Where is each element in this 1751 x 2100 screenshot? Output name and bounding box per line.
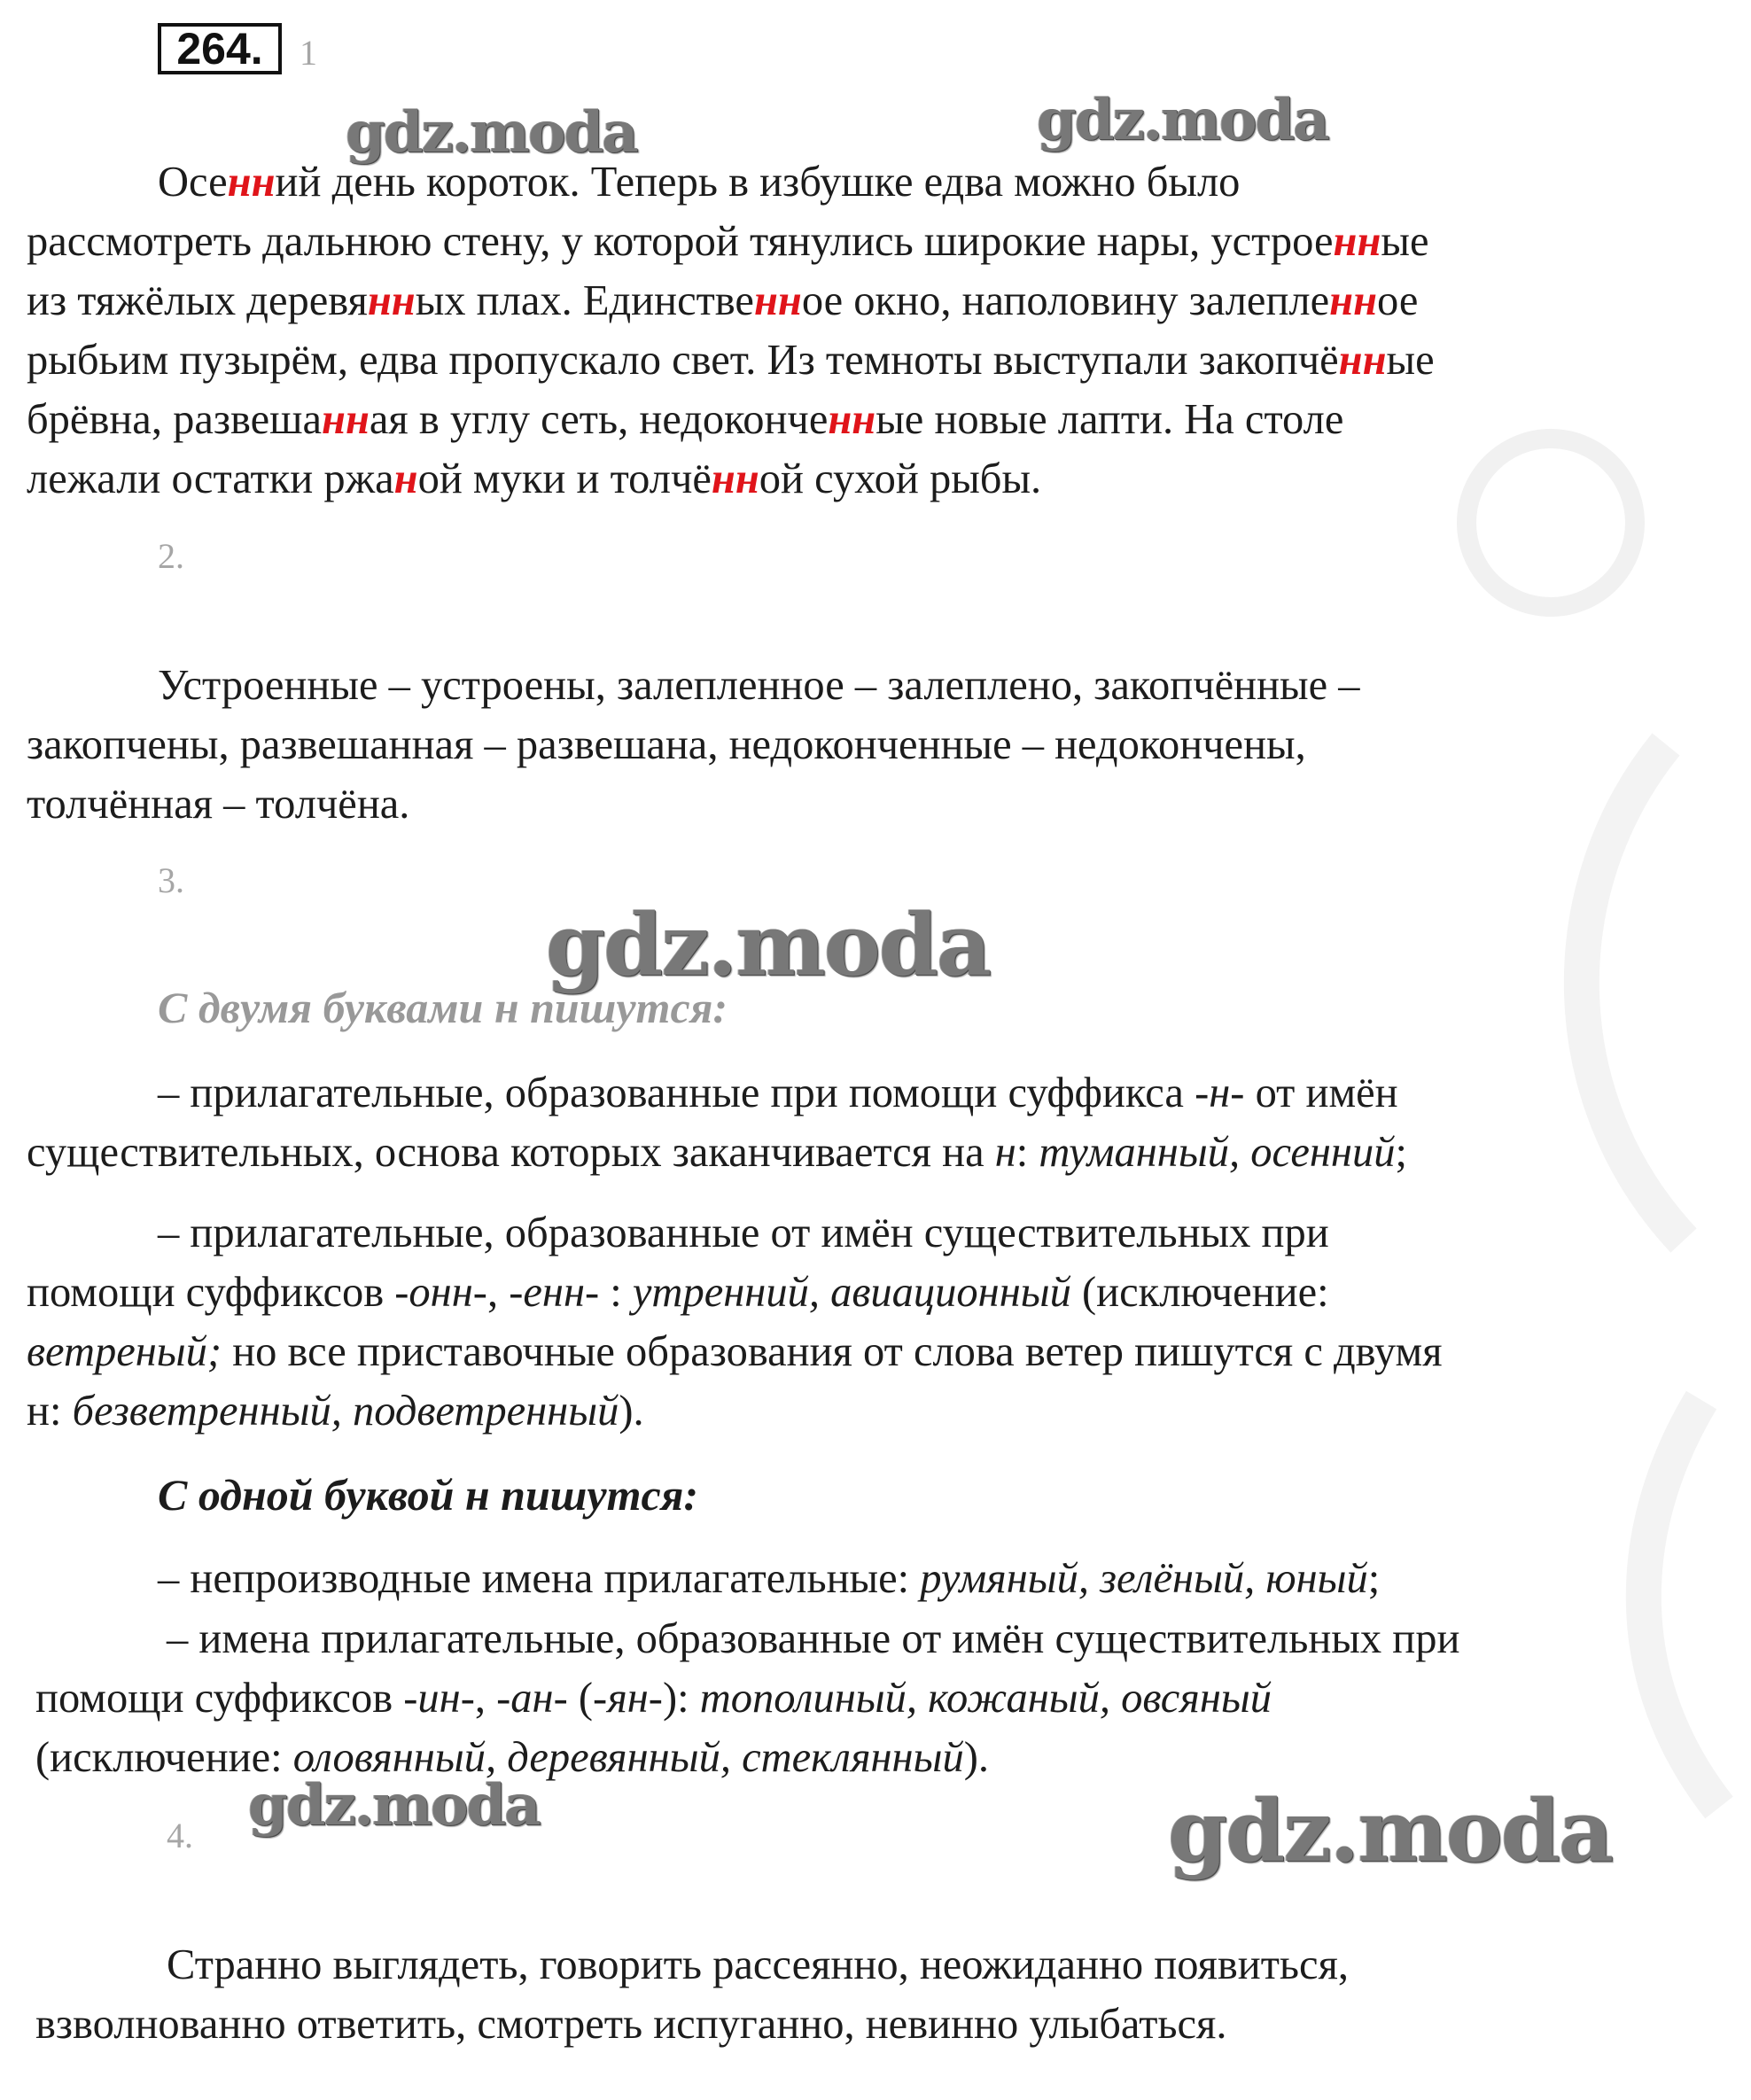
part1-line-3: из тяжёлых деревянных плах. Единственное окно, наполовину залепленное (27, 277, 1419, 324)
part2-paragraph (27, 656, 1737, 834)
rule-1 (27, 1063, 1737, 1182)
rule-4-line-3: (исключение: оловянный, деревянный, стеклянный). (35, 1734, 989, 1781)
rule-1-line-2: существительных, основа которых заканчивается на н: туманный, осенний; (27, 1129, 1407, 1176)
part4-line-1: Странно выглядеть, говорить рассеянно, неожиданно появиться, (167, 1941, 1350, 1988)
watermark-stamp-5: gdz.moda (1168, 1781, 1613, 1881)
part2-line-2: закопчены, развешанная – развешана, недоконченные – недокончены, (27, 721, 1306, 768)
rule-3-line-1: – непроизводные имена прилагательные: румяный, зелёный, юный; (158, 1555, 1381, 1602)
watermark-stamp-2: gdz.moda (1037, 87, 1328, 153)
section-number-3: 3. (158, 860, 184, 900)
exercise-number-box (158, 23, 282, 74)
heading-single-n: С одной буквой н пишутся: (158, 1470, 699, 1520)
part1-line-1: Осенний день короток. Теперь в избушке едва можно было (158, 159, 1241, 206)
watermark-stamp-4: gdz.moda (248, 1772, 540, 1839)
heading-double-n: С двумя буквами н пишутся: (158, 983, 728, 1032)
part1-line-5: брёвна, развешанная в углу сеть, недоконченные новые лапти. На столе (27, 396, 1344, 443)
rule-2-line-4: н: безветренный, подветренный). (27, 1388, 644, 1435)
section-number-4: 4. (167, 1816, 193, 1855)
part2-line-1: Устроенные – устроены, залепленное – залеплено, закопчённые – (158, 662, 1360, 709)
part2-line-3: толчённая – толчёна. (27, 781, 410, 828)
part1-line-4: рыбьим пузырём, едва пропускало свет. Из темноты выступали закопчённые (27, 337, 1435, 384)
part4-line-2: взволнованно ответить, смотреть испуганно, невинно улыбаться. (35, 2001, 1227, 2048)
rule-1-line-1: – прилагательные, образованные при помощи суффикса -н- от имён (158, 1069, 1398, 1116)
rule-2-line-1: – прилагательные, образованные от имён существительных при (158, 1209, 1329, 1256)
rule-4-line-1: – имена прилагательные, образованные от имён существительных при (167, 1615, 1460, 1662)
watermark-stamp-1: gdz.moda (346, 99, 637, 166)
part4-paragraph (35, 1935, 1746, 2054)
section-number-2: 2. (158, 536, 184, 576)
part1-paragraph (27, 152, 1737, 509)
rule-3 (27, 1549, 1737, 1608)
section-number-1: 1 (300, 33, 317, 73)
part1-line-6: лежали остатки ржаной муки и толчённой сухой рыбы. (27, 455, 1042, 502)
part1-line-2: рассмотреть дальнюю стену, у которой тянулись широкие нары, устроенные (27, 218, 1429, 265)
rule-4-line-2: помощи суффиксов -ин-, -ан- (-ян-): тополиный, кожаный, овсяный (35, 1675, 1272, 1722)
watermark-stamp-3: gdz.moda (546, 895, 991, 995)
rule-2 (27, 1203, 1737, 1441)
rule-2-line-3: ветреный; но все приставочные образования от слова ветер пишутся с двумя (27, 1328, 1443, 1375)
rule-2-line-2: помощи суффиксов -онн-, -енн- : утренний, авиационный (исключение: (27, 1269, 1329, 1316)
rule-4 (35, 1609, 1746, 1787)
exercise-number: 264. (176, 24, 263, 74)
